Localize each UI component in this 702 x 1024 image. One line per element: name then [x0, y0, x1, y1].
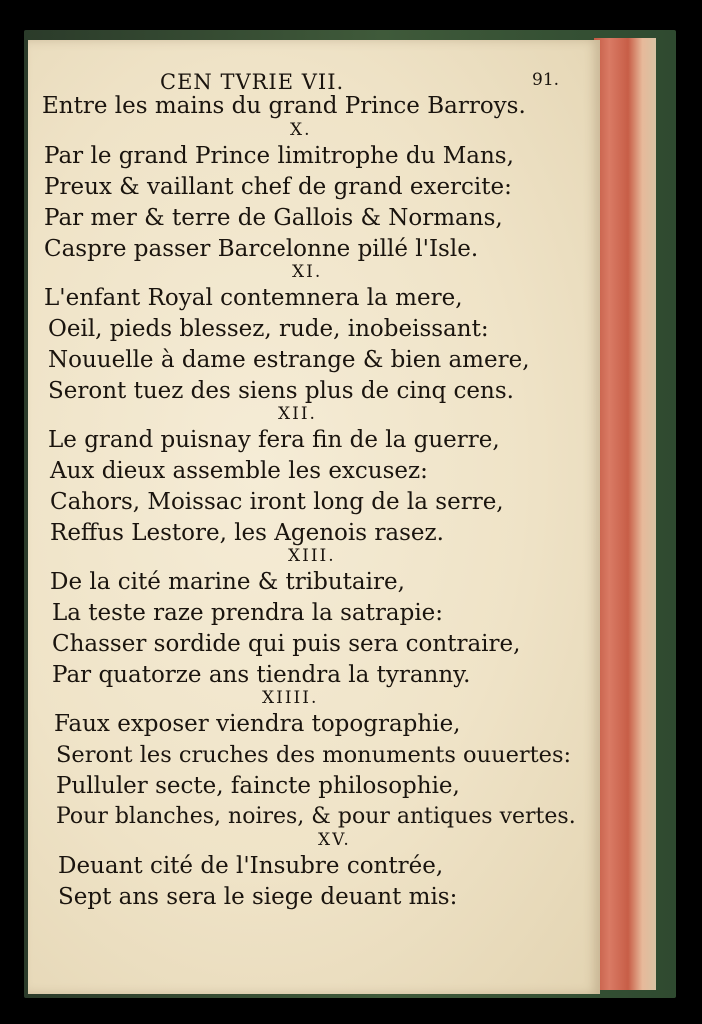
quatrain-number: XII. [278, 404, 317, 424]
running-head: CEN TVRIE VII. [160, 70, 345, 94]
verse-line: Entre les mains du grand Prince Barroys. [42, 93, 526, 119]
verse-line: Par mer & terre de Gallois & Normans, [44, 205, 503, 231]
quatrain-number: XV. [318, 830, 351, 850]
verse-line: Pulluler secte, faincte philosophie, [56, 773, 460, 799]
verse-line: Sept ans sera le siege deuant mis: [58, 884, 458, 910]
verse-line: De la cité marine & tributaire, [50, 569, 405, 595]
quatrain-number: XIII. [288, 546, 336, 566]
quatrain-number: XI. [292, 262, 323, 282]
quatrain-number: X. [290, 120, 312, 140]
verse-line: Reffus Lestore, les Agenois rasez. [50, 520, 444, 546]
verse-line: Le grand puisnay fera fin de la guerre, [48, 427, 500, 453]
verse-line: L'enfant Royal contemnera la mere, [44, 285, 463, 311]
verse-line: Cahors, Moissac iront long de la serre, [50, 489, 504, 515]
book-page [28, 40, 600, 994]
page-number: 91. [532, 70, 560, 90]
book [24, 30, 676, 998]
verse-line: Aux dieux assemble les excusez: [50, 458, 428, 484]
verse-line: Deuant cité de l'Insubre contrée, [58, 853, 444, 879]
verse-line: Seront les cruches des monuments ouuertes: [56, 742, 572, 768]
verse-line: Caspre passer Barcelonne pillé l'Isle. [44, 236, 479, 262]
verse-line: Par le grand Prince limitrophe du Mans, [44, 143, 514, 169]
verse-line: Faux exposer viendra topographie, [54, 711, 461, 737]
page-edges [594, 38, 656, 990]
verse-line: Seront tuez des siens plus de cinq cens. [48, 378, 514, 404]
verse-line: Chasser sordide qui puis sera contraire, [52, 631, 521, 657]
verse-line: Pour blanches, noires, & pour antiques vertes. [56, 804, 576, 829]
verse-line: Par quatorze ans tiendra la tyranny. [52, 662, 471, 688]
verse-line: La teste raze prendra la satrapie: [52, 600, 444, 626]
verse-line: Oeil, pieds blessez, rude, inobeissant: [48, 316, 489, 342]
verse-line: Preux & vaillant chef de grand exercite: [44, 174, 512, 200]
quatrain-number: XIIII. [262, 688, 319, 708]
page-text [28, 40, 600, 994]
verse-line: Nouuelle à dame estrange & bien amere, [48, 347, 530, 373]
